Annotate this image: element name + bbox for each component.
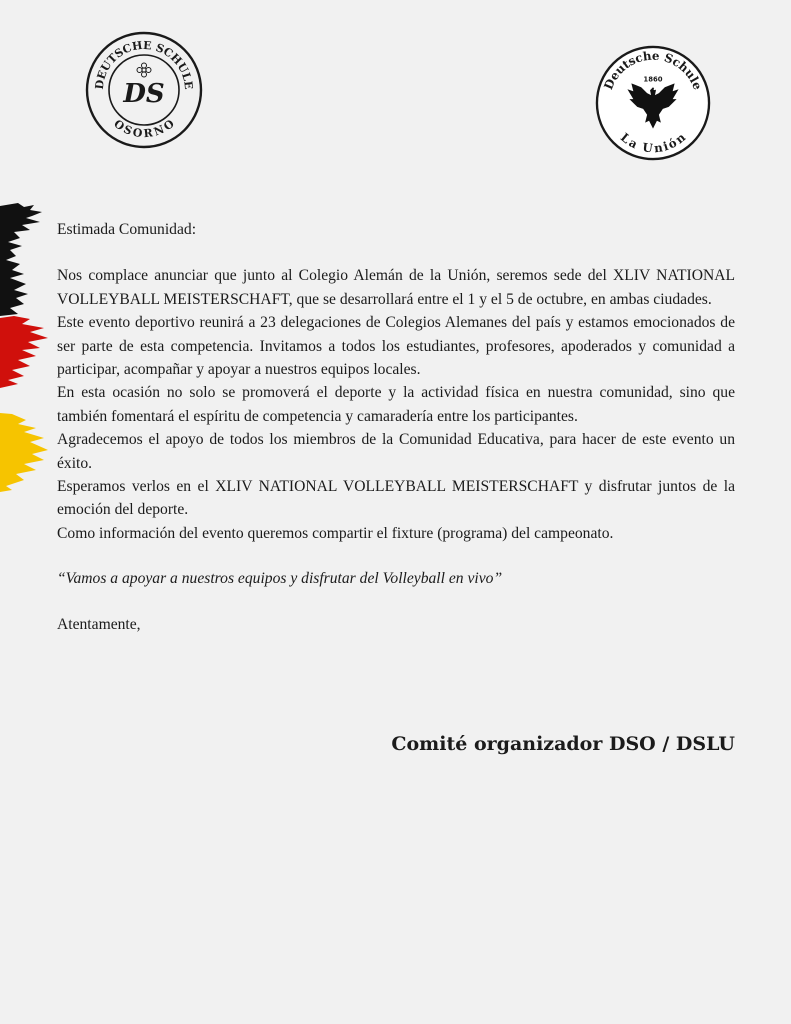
paragraph-2: Este evento deportivo reunirá a 23 delegaciones de Colegios Alemanes del país y estamos emocionados de ser parte de esta competencia. Invitamos a todos los estudiantes, profesores, apoderados y comunidad a participar, acompañar y apoyar a nuestros equipos locales. xyxy=(57,314,735,379)
paragraph-4: Agradecemos el apoyo de todos los miembros de la Comunidad Educativa, para hacer de este evento un éxito. xyxy=(57,431,735,472)
logo-left-bottom-text: OSORNO xyxy=(111,117,177,141)
paragraph-6: Como información del evento queremos compartir el fixture (programa) del campeonato. xyxy=(57,524,614,542)
svg-text:OSORNO xyxy=(111,117,177,140)
paragraph-1: Nos complace anunciar que junto al Colegio Alemán de la Unión, seremos sede del XLIV NATIONAL VOLLEYBALL MEISTERSCHAFT, que se desarrollará entre el 1 y el 5 de octubre, en ambas ciudades. xyxy=(57,267,735,308)
greeting: Estimada Comunidad: xyxy=(57,221,197,238)
deutsche-schule-la-union-logo xyxy=(594,44,712,162)
closing: Atentamente, xyxy=(57,615,141,633)
logo-left-monogram: DS xyxy=(123,79,165,109)
quote: “Vamos a apoyar a nuestros equipos y disfrutar del Volleyball en vivo” xyxy=(57,570,503,588)
paragraph-5: Esperamos verlos en el XLIV NATIONAL VOLLEYBALL MEISTERSCHAFT y disfrutar juntos de la emoción del deporte. xyxy=(57,478,735,519)
letter-body xyxy=(57,218,735,636)
german-flag-brushstroke xyxy=(0,198,60,498)
paragraph-3: En esta ocasión no solo se promoverá el deporte y la actividad física en nuestra comunidad, sino que también fomentará el espíritu de competencia y camaradería entre los participantes. xyxy=(57,384,735,425)
signature: Comité organizador DSO / DSLU xyxy=(391,733,735,755)
logo-right-bottom-text: La Unión xyxy=(617,130,689,156)
logo-left-top-text: DEUTSCHE SCHULE xyxy=(92,38,196,91)
deutsche-schule-osorno-logo xyxy=(84,30,204,150)
logo-right-top-text: Deutsche Schule xyxy=(601,48,705,92)
logo-right-year: 1860 xyxy=(643,75,663,84)
